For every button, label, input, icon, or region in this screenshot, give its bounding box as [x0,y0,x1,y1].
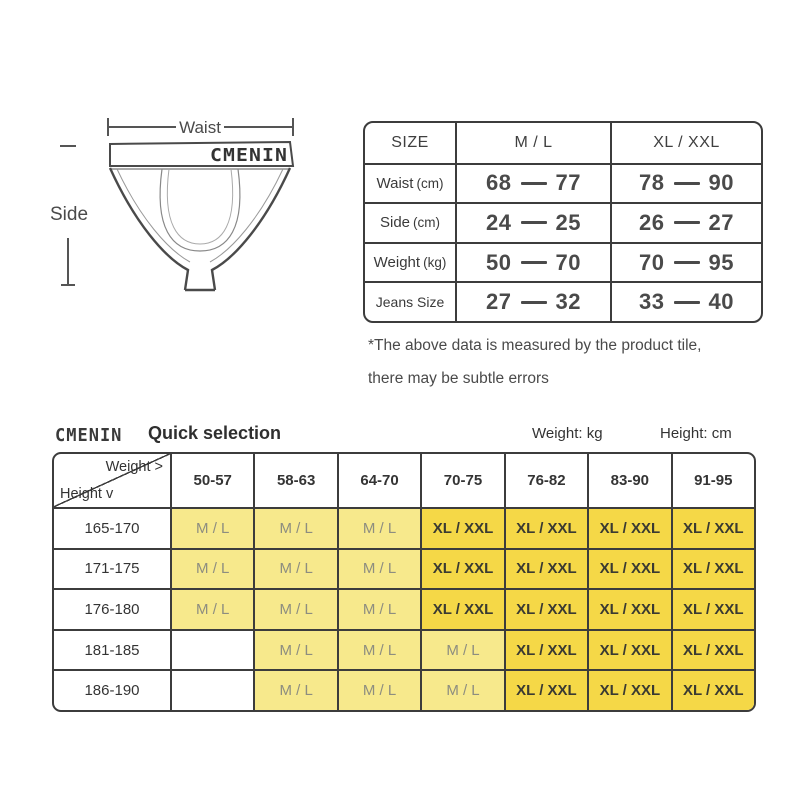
size-value-waist-xl [610,163,761,203]
size-cell: XL / XXL [504,669,587,710]
quick-selection-title: Quick selection [148,423,282,443]
corner-weight-label: Weight > [105,459,163,475]
height-row-header: 186-190 [54,669,170,710]
range-from: 68 [486,170,512,196]
size-cell: XL / XXL [587,588,670,629]
size-value-side-xl [610,202,761,242]
range-from: 33 [639,289,665,315]
size-cell: M / L [170,548,253,589]
size-cell: M / L [253,507,336,548]
range-from: 70 [639,249,665,275]
range-dash [521,182,547,185]
size-cell: XL / XXL [587,548,670,589]
size-value-side-ml [455,202,610,242]
weight-col-header: 70-75 [420,454,503,507]
row-label-unit: (cm) [413,215,441,231]
quick-selection-table [52,452,756,712]
range-to: 95 [708,249,734,275]
size-row-label-side [365,202,455,242]
briefs-drawing [40,98,362,330]
weight-col-header: 83-90 [587,454,670,507]
size-value-jeans-xl [610,281,761,321]
size-table-header-xl: XL / XXL [610,123,761,163]
size-table [363,121,763,323]
weight-col-header: 76-82 [504,454,587,507]
height-row-header: 176-180 [54,588,170,629]
size-cell: XL / XXL [504,548,587,589]
size-cell: M / L [253,629,336,670]
range-dash [674,301,700,304]
size-row-label-jeans [365,281,455,321]
size-cell: XL / XXL [587,629,670,670]
range-from: 26 [639,209,665,235]
size-cell: XL / XXL [587,669,670,710]
size-cell: XL / XXL [420,507,503,548]
weight-col-header: 58-63 [253,454,336,507]
range-to: 40 [708,289,734,315]
size-value-jeans-ml [455,281,610,321]
size-cell: M / L [253,588,336,629]
range-to: 27 [708,209,734,235]
weight-col-header: 91-95 [671,454,754,507]
height-unit-label: Height: cm [660,425,732,442]
size-cell: M / L [170,507,253,548]
range-dash [674,182,700,185]
waistband-brand-logo: CMENIN [210,145,288,166]
row-label-text: Side [379,214,411,232]
waist-label: Waist [179,118,221,137]
row-label-unit: (cm) [416,175,444,191]
range-dash [521,221,547,224]
size-cell: XL / XXL [587,507,670,548]
size-value-weight-xl [610,242,761,282]
size-cell: M / L [170,588,253,629]
range-to: 32 [555,289,581,315]
height-row-header: 181-185 [54,629,170,670]
size-cell: M / L [337,548,420,589]
size-table-header-size: SIZE [391,133,429,151]
range-to: 90 [708,170,734,196]
size-value-weight-ml [455,242,610,282]
size-cell: M / L [420,669,503,710]
size-cell: XL / XXL [671,507,754,548]
weight-col-header: 50-57 [170,454,253,507]
size-table-header-ml: M / L [455,123,610,163]
range-to: 70 [555,249,581,275]
size-row-label-weight [365,242,455,282]
range-from: 78 [639,170,665,196]
corner-height-label: Height v [60,486,114,502]
range-dash [521,301,547,304]
row-label-text: Waist [376,174,414,192]
size-cell: XL / XXL [671,669,754,710]
range-from: 24 [486,209,512,235]
size-cell: XL / XXL [671,588,754,629]
product-diagram [40,98,362,330]
footnote-line-2: there may be subtle errors [368,369,549,387]
range-from: 50 [486,249,512,275]
size-cell: XL / XXL [504,629,587,670]
size-cell: M / L [253,669,336,710]
size-cell-empty [170,669,253,710]
row-label-unit: (kg) [423,255,447,271]
size-cell: XL / XXL [504,507,587,548]
size-cell: M / L [253,548,336,589]
range-dash [521,261,547,264]
weight-col-header: 64-70 [337,454,420,507]
size-cell: XL / XXL [420,588,503,629]
row-label-text: Weight [373,254,421,272]
range-to: 77 [555,170,581,196]
size-row-label-waist [365,163,455,203]
height-row-header: 171-175 [54,548,170,589]
size-cell: XL / XXL [420,548,503,589]
size-value-waist-ml [455,163,610,203]
row-label-text: Jeans Size [375,294,445,311]
briefs-body [110,168,290,290]
size-cell: XL / XXL [504,588,587,629]
size-cell-empty [170,629,253,670]
side-label: Side [50,204,89,225]
size-cell: M / L [337,588,420,629]
size-cell: XL / XXL [671,629,754,670]
size-cell: M / L [420,629,503,670]
footnote [368,330,778,395]
size-cell: M / L [337,629,420,670]
height-row-header: 165-170 [54,507,170,548]
range-dash [674,221,700,224]
corner-cell [54,454,170,507]
size-cell: M / L [337,669,420,710]
range-from: 27 [486,289,512,315]
brand-logo: CMENIN [55,425,123,447]
footnote-line-1: *The above data is measured by the product tile, [368,337,702,354]
size-cell: M / L [337,507,420,548]
range-to: 25 [555,209,581,235]
weight-unit-label: Weight: kg [532,425,603,442]
range-dash [674,261,700,264]
size-cell: XL / XXL [671,548,754,589]
